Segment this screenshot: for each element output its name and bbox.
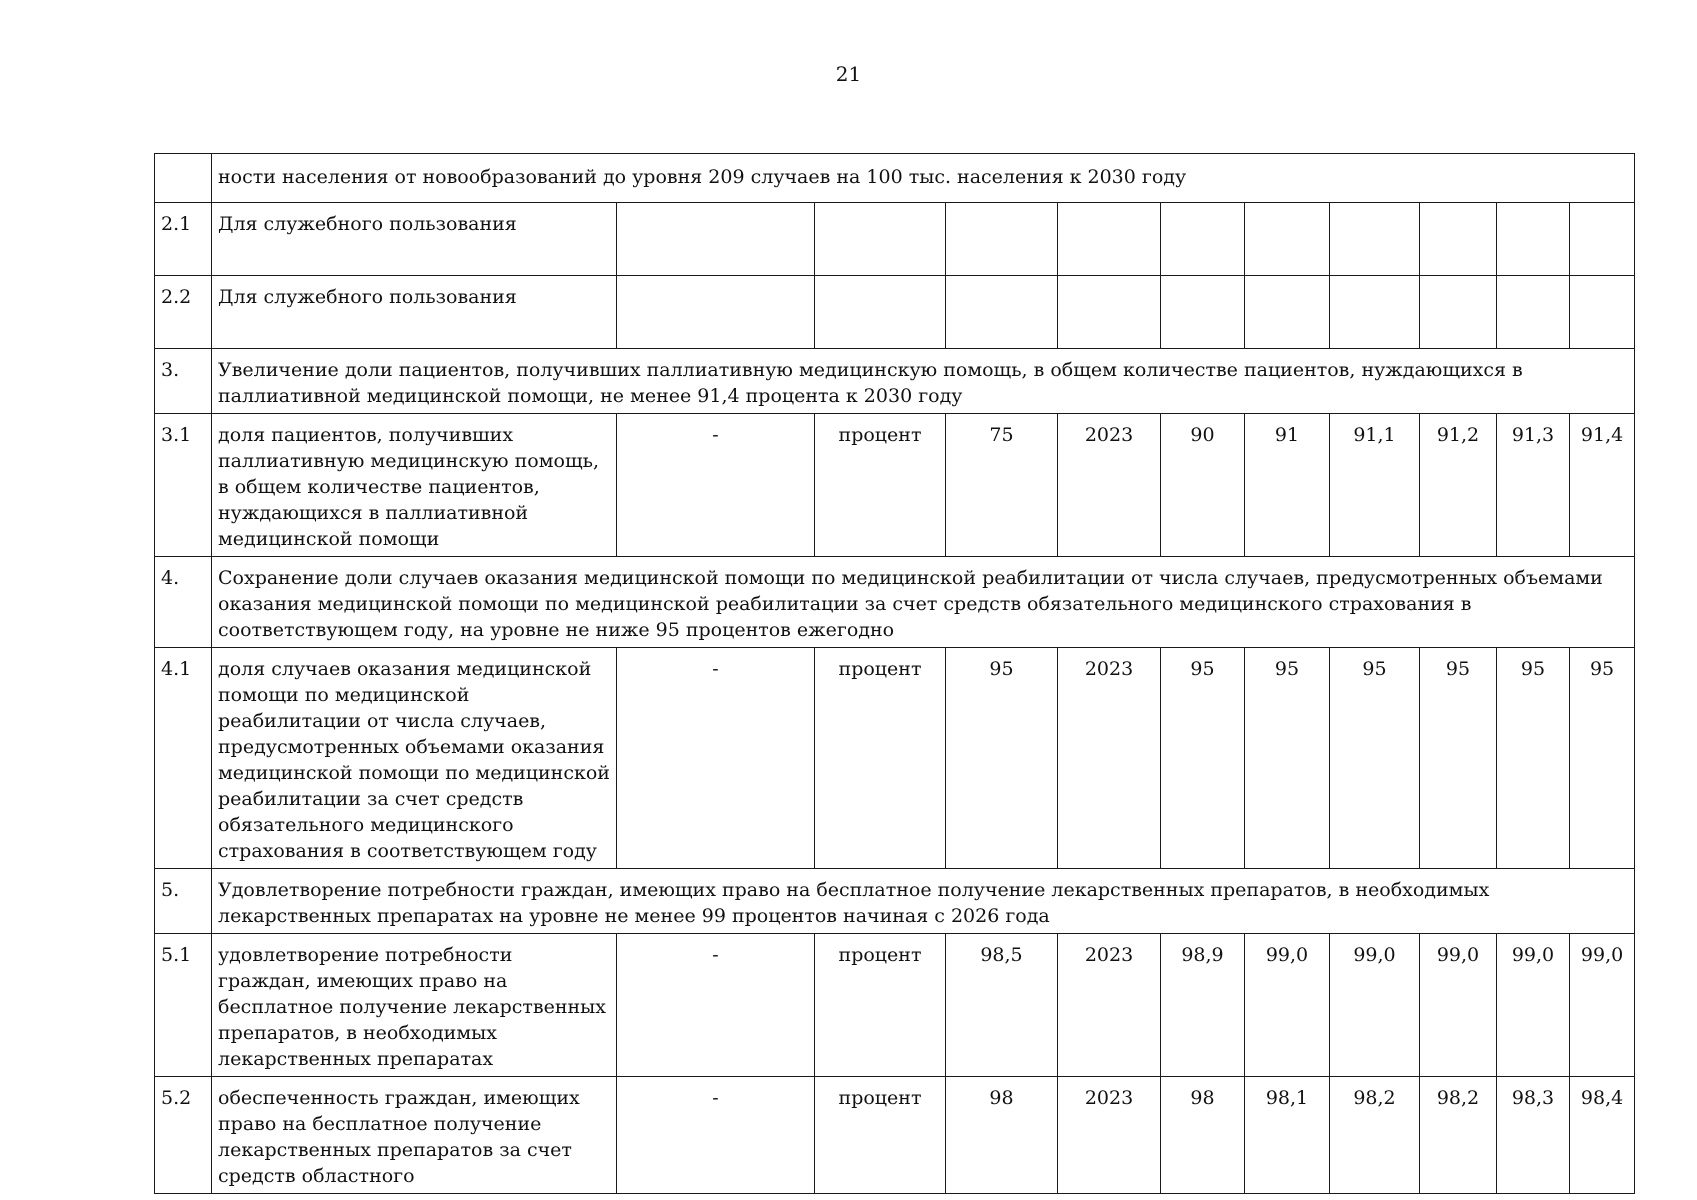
base-value-cell: 95 (946, 648, 1058, 869)
base-year-cell: 2023 (1058, 648, 1161, 869)
cell (1497, 203, 1570, 276)
unit-cell: процент (815, 414, 946, 557)
cell (617, 203, 815, 276)
row-number: 3.1 (155, 414, 212, 557)
goal-text: Увеличение доли пациентов, получивших паллиативную медицинскую помощь, в общем количестве пациентов, нуждающихся в паллиативной медицинской помощи, не менее 91,4 процента к 2030 году (212, 349, 1635, 414)
indicator-name: Для служебного пользования (212, 203, 617, 276)
cell: - (617, 934, 815, 1077)
cell (815, 276, 946, 349)
indicator-name: Для служебного пользования (212, 276, 617, 349)
table-row (155, 934, 1635, 1077)
table-row (155, 1077, 1635, 1194)
row-number: 5. (155, 869, 212, 934)
page-number: 21 (835, 62, 862, 86)
row-number: 5.1 (155, 934, 212, 1077)
value-cell: 91,1 (1330, 414, 1420, 557)
base-year-cell: 2023 (1058, 414, 1161, 557)
value-cell: 95 (1330, 648, 1420, 869)
cell: - (617, 1077, 815, 1194)
cell (1330, 203, 1420, 276)
cell: - (617, 414, 815, 557)
cell (1245, 203, 1330, 276)
row-number: 3. (155, 349, 212, 414)
value-cell: 90 (1161, 414, 1245, 557)
value-cell: 95 (1245, 648, 1330, 869)
goal-row (155, 349, 1635, 414)
table-row (155, 414, 1635, 557)
cell (1330, 276, 1420, 349)
value-cell: 99,0 (1330, 934, 1420, 1077)
base-year-cell: 2023 (1058, 934, 1161, 1077)
value-cell: 91,2 (1420, 414, 1497, 557)
cell: - (617, 648, 815, 869)
cell (1570, 203, 1635, 276)
value-cell: 98,3 (1497, 1077, 1570, 1194)
cell (946, 276, 1058, 349)
goal-row (155, 869, 1635, 934)
value-cell: 99,0 (1497, 934, 1570, 1077)
cell (1058, 276, 1161, 349)
cell (1570, 276, 1635, 349)
indicator-name: доля случаев оказания медицинской помощи по медицинской реабилитации от числа случаев, предусмотренных объемами оказания медицинской помощи по медицинской реабилитации за счет средств обязательного медицинского страхования в соответствующем году (212, 648, 617, 869)
value-cell: 95 (1161, 648, 1245, 869)
base-value-cell: 75 (946, 414, 1058, 557)
value-cell: 91,3 (1497, 414, 1570, 557)
value-cell: 98,4 (1570, 1077, 1635, 1194)
cell (1497, 276, 1570, 349)
row-number: 4.1 (155, 648, 212, 869)
goal-text: Сохранение доли случаев оказания медицинской помощи по медицинской реабилитации от числа случаев, предусмотренных объемами оказания медицинской помощи по медицинской реабилитации за счет средств обязательного медицинского страхования в соответствующем году, на уровне не ниже 95 процентов ежегодно (212, 557, 1635, 648)
value-cell: 91 (1245, 414, 1330, 557)
value-cell: 98,1 (1245, 1077, 1330, 1194)
base-value-cell: 98,5 (946, 934, 1058, 1077)
table-row (155, 648, 1635, 869)
goal-row (155, 557, 1635, 648)
unit-cell: процент (815, 1077, 946, 1194)
value-cell: 98,2 (1420, 1077, 1497, 1194)
row-number: 5.2 (155, 1077, 212, 1194)
cell (617, 276, 815, 349)
value-cell: 95 (1570, 648, 1635, 869)
cell (815, 203, 946, 276)
value-cell: 99,0 (1420, 934, 1497, 1077)
unit-cell: процент (815, 934, 946, 1077)
cell (1161, 203, 1245, 276)
table-row (155, 203, 1635, 276)
cell (946, 203, 1058, 276)
value-cell: 98,2 (1330, 1077, 1420, 1194)
indicators-table (154, 153, 1635, 1194)
value-cell: 99,0 (1570, 934, 1635, 1077)
unit-cell: процент (815, 648, 946, 869)
cell (1245, 276, 1330, 349)
cell (1058, 203, 1161, 276)
cell (1161, 276, 1245, 349)
row-number: 2.2 (155, 276, 212, 349)
cell (1420, 276, 1497, 349)
indicator-name: удовлетворение потребности граждан, имеющих право на бесплатное получение лекарственных препаратов, в необходимых лекарственных препаратах (212, 934, 617, 1077)
cell (1420, 203, 1497, 276)
indicator-name: обеспеченность граждан, имеющих право на бесплатное получение лекарственных препаратов за счет средств областного (212, 1077, 617, 1194)
row-number: 2.1 (155, 203, 212, 276)
indicator-name: доля пациентов, получивших паллиативную медицинскую помощь, в общем количестве пациентов, нуждающихся в паллиативной медицинской помощи (212, 414, 617, 557)
row-number: 4. (155, 557, 212, 648)
table-row (155, 276, 1635, 349)
value-cell: 99,0 (1245, 934, 1330, 1077)
continuation-text: ности населения от новообразований до уровня 209 случаев на 100 тыс. населения к 2030 году (212, 154, 1635, 203)
goal-text: Удовлетворение потребности граждан, имеющих право на бесплатное получение лекарственных препаратов, в необходимых лекарственных препаратах на уровне не менее 99 процентов начиная с 2026 года (212, 869, 1635, 934)
row-number (155, 154, 212, 203)
continuation-row (155, 154, 1635, 203)
value-cell: 95 (1497, 648, 1570, 869)
value-cell: 98 (1161, 1077, 1245, 1194)
base-value-cell: 98 (946, 1077, 1058, 1194)
value-cell: 91,4 (1570, 414, 1635, 557)
value-cell: 98,9 (1161, 934, 1245, 1077)
base-year-cell: 2023 (1058, 1077, 1161, 1194)
value-cell: 95 (1420, 648, 1497, 869)
